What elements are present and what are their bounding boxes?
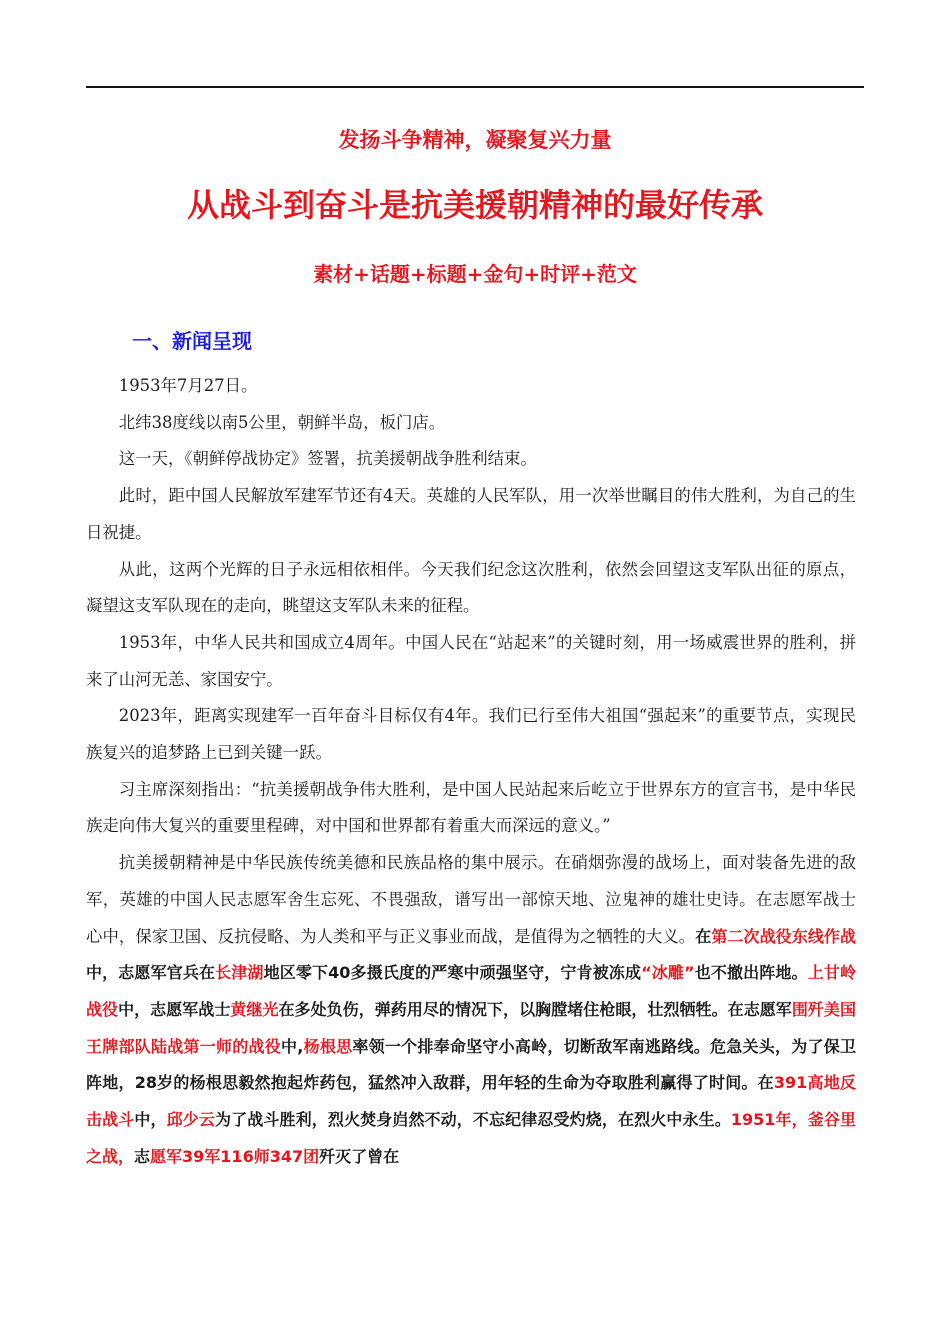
- paragraph: 习主席深刻指出：“抗美援朝战争伟大胜利，是中国人民站起来后屹立于世界东方的宣言书，是中华民族走向伟大复兴的重要里程碑，对中国和世界都有着重大而深远的意义。”: [86, 779, 856, 836]
- paragraph: 从此，这两个光辉的日子永远相依相伴。今天我们纪念这次胜利，依然会回望这支军队出征的原点，凝望这支军队现在的走向，眺望这支军队未来的征程。: [86, 559, 856, 616]
- bold-text: 在多处负伤，弹药用尽的情况下，以胸膛堵住枪眼，壮烈牺牲。在志愿军: [278, 999, 792, 1019]
- bold-text: 为了战斗胜利，烈火焚身岿然不动，不忘纪律忍受灼烧，在烈火中永生。: [215, 1110, 731, 1130]
- highlight-term: 上甘岭战役: [86, 963, 856, 1019]
- bold-text: 率领一个排奉命坚守小高岭，切断敌军南逃路线。危急关头，为了保卫阵地，28岁的杨根思毅然抱起炸药包，猛然冲入敌群，用年轻的生命为夺取胜利赢得了时间。在: [86, 1036, 856, 1093]
- highlight-term: 邱少云: [166, 1110, 215, 1130]
- section-heading: 一、新闻呈现: [132, 329, 252, 353]
- bold-text: 中,: [281, 1036, 304, 1056]
- bold-text: 中，志愿军战士: [118, 999, 231, 1019]
- subtitle-bottom: 素材+话题+标题+金句+时评+范文: [313, 262, 637, 286]
- paragraph: 此时，距中国人民解放军建军节还有4天。英雄的人民军队，用一次举世瞩目的伟大胜利，为自己的生日祝捷。: [86, 486, 856, 542]
- highlighted-passage: [86, 927, 856, 1166]
- bold-text: 地区零下40多摄氏度的严寒中顽强坚守，宁肯被冻成: [263, 963, 642, 983]
- bold-text: 也不撤出阵地。: [694, 963, 808, 983]
- paragraph: 这一天，《朝鲜停战协定》签署，抗美援朝战争胜利结束。: [118, 449, 537, 469]
- highlight-term: 长津湖: [215, 963, 264, 983]
- highlight-term: 杨根思: [303, 1036, 353, 1056]
- highlight-term: 第二次战役东线作战: [711, 926, 856, 946]
- paragraph: 1953年7月27日。: [118, 376, 258, 395]
- highlight-term: 愿军39军116师347团: [150, 1146, 320, 1166]
- paragraph: 北纬38度线以南5公里，朝鲜半岛，板门店。: [118, 412, 446, 432]
- bold-text: 中，志愿军官兵在: [86, 963, 216, 983]
- bold-text: 中，: [134, 1110, 167, 1130]
- paragraph: 2023年，距离实现建军一百年奋斗目标仅有4年。我们已行至伟大祖国“强起来”的重要节点，实现民族复兴的追梦路上已到关键一跃。: [86, 706, 856, 763]
- subtitle-top: 发扬斗争精神，凝聚复兴力量: [338, 127, 612, 152]
- paragraph: 1953年，中华人民共和国成立4周年。中国人民在“站起来”的关键时刻，用一场威震世界的胜利，拼来了山河无恙、家国安宁。: [86, 632, 856, 689]
- highlight-term: 391高地反击战斗: [86, 1073, 856, 1130]
- highlight-term: 1951年，釜谷里之战，: [86, 1110, 856, 1166]
- paragraph-final: [86, 845, 856, 1175]
- bold-text: 志: [134, 1146, 151, 1166]
- header-rule: [86, 86, 864, 88]
- highlight-term: 黄继光: [230, 999, 279, 1019]
- article-body: [86, 368, 856, 1175]
- highlight-term: 围歼美国王牌部队陆战第一师的战役: [86, 999, 856, 1056]
- bold-text: 在: [695, 926, 712, 946]
- highlight-term: “冰雕”: [641, 963, 695, 983]
- bold-text: 歼灭了曾在: [319, 1146, 400, 1166]
- paragraph-intro: 抗美援朝精神是中华民族传统美德和民族品格的集中展示。在硝烟弥漫的战场上，面对装备先进的敌军，英雄的中国人民志愿军舍生忘死、不畏强敌，谱写出一部惊天地、泣鬼神的雄壮史诗。在志愿军战士心中，保家卫国、反抗侵略、为人类和平与正义事业而战，是值得为之牺牲的大义。: [86, 853, 856, 946]
- main-title: 从战斗到奋斗是抗美援朝精神的最好传承: [186, 186, 763, 224]
